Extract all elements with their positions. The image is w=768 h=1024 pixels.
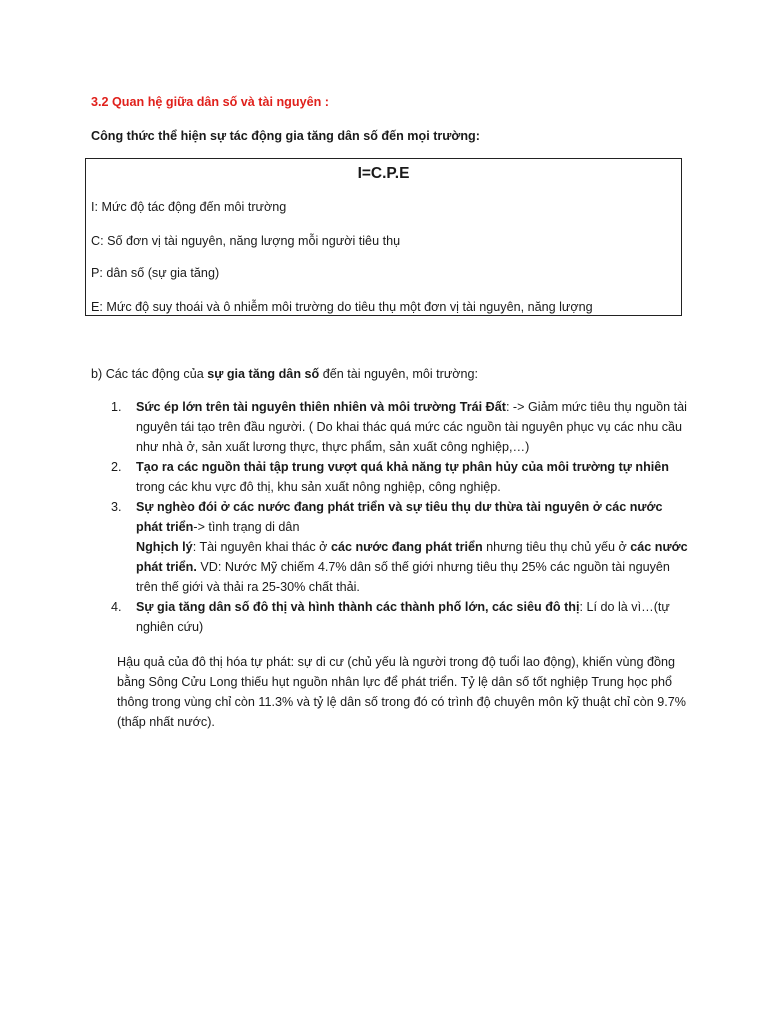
section-b-intro xyxy=(91,364,478,384)
paradox-bold-2: các nước đang phát triển xyxy=(330,540,483,554)
formula-intro: Công thức thể hiện sự tác động gia tăng dân số đến mọi trường: xyxy=(91,129,480,143)
impact-list xyxy=(91,397,691,637)
list-item-bold: Sức ép lớn trên tài nguyên thiên nhiên và môi trường Trái Đất xyxy=(136,400,506,414)
list-item-bold: Sự gia tăng dân số đô thị và hình thành các thành phố lớn, các siêu đô thị xyxy=(136,600,580,614)
paradox-bold-3: các nước phát triển. xyxy=(136,540,688,574)
list-item xyxy=(91,397,691,457)
section-b-intro-post: đến tài nguyên, môi trường: xyxy=(319,367,479,381)
section-b-intro-bold: sự gia tăng dân số xyxy=(207,367,320,381)
paradox-label: Nghịch lý xyxy=(136,540,193,554)
list-item xyxy=(91,597,691,637)
list-item-text: trong các khu vực đô thị, khu sản xuất nông nghiệp, công nghiệp. xyxy=(136,480,501,494)
list-item-bold: Tạo ra các nguồn thải tập trung vượt quá khả năng tự phân hủy của môi trường tự nhiên xyxy=(136,460,669,474)
paradox-text-1: : Tài nguyên khai thác ở xyxy=(192,540,331,554)
list-item-text: : -> Giảm mức tiêu thụ nguồn tài nguyên tái tạo trên đầu người. ( Do khai thác quá mức các nguồn tài nguyên phục vụ các nhu cầu như nhà ở, sản xuất lương thực, thực phẩm, sản xuất công nghiệp,…) xyxy=(136,400,687,454)
section-heading: 3.2 Quan hệ giữa dân số và tài nguyên : xyxy=(91,95,329,109)
list-item-number: 3. xyxy=(111,500,122,514)
list-item-text: -> tình trạng di dân xyxy=(193,520,300,534)
consequence-paragraph: Hậu quả của đô thị hóa tự phát: sự di cư (chủ yếu là người trong độ tuổi lao động), khiến vùng đồng bằng Sông Cửu Long thiếu hụt nguồn nhân lực để phát triển. Tỷ lệ dân số tốt nghiệp Trung học phổ thông trong vùng chỉ còn 11.3% và tỷ lệ dân số trong đó có trình độ chuyên môn kỹ thuật chỉ còn 9.7% (thấp nhất nước). xyxy=(117,655,686,729)
formula-box xyxy=(85,158,682,316)
paradox-text-2: nhưng tiêu thụ chủ yếu ở xyxy=(482,540,631,554)
definition-p: P: dân số (sự gia tăng) xyxy=(91,266,220,280)
definition-c: C: Số đơn vị tài nguyên, năng lượng mỗi người tiêu thụ xyxy=(91,234,401,248)
list-item-number: 4. xyxy=(111,600,122,614)
definition-i: I: Mức độ tác động đến môi trường xyxy=(91,200,287,214)
section-b-intro-pre: b) Các tác động của xyxy=(91,367,208,381)
list-item-number: 2. xyxy=(111,460,122,474)
list-item-number: 1. xyxy=(111,400,122,414)
list-item-text: : Lí do là vì…(tự nghiên cứu) xyxy=(136,600,670,634)
list-item-bold: Sự nghèo đói ở các nước đang phát triển và sự tiêu thụ dư thừa tài nguyên ở các nước phát triển xyxy=(136,500,663,534)
list-item xyxy=(91,497,691,597)
definition-e: E: Mức độ suy thoái và ô nhiễm môi trường do tiêu thụ một đơn vị tài nguyên, năng lượng xyxy=(91,300,593,314)
formula-title: I=C.P.E xyxy=(357,165,410,182)
list-item xyxy=(91,457,691,497)
paradox-text-3: VD: Nước Mỹ chiếm 4.7% dân số thế giới nhưng tiêu thụ 25% các nguồn tài nguyên trên thế giới và thải ra 25-30% chất thải. xyxy=(136,560,670,594)
